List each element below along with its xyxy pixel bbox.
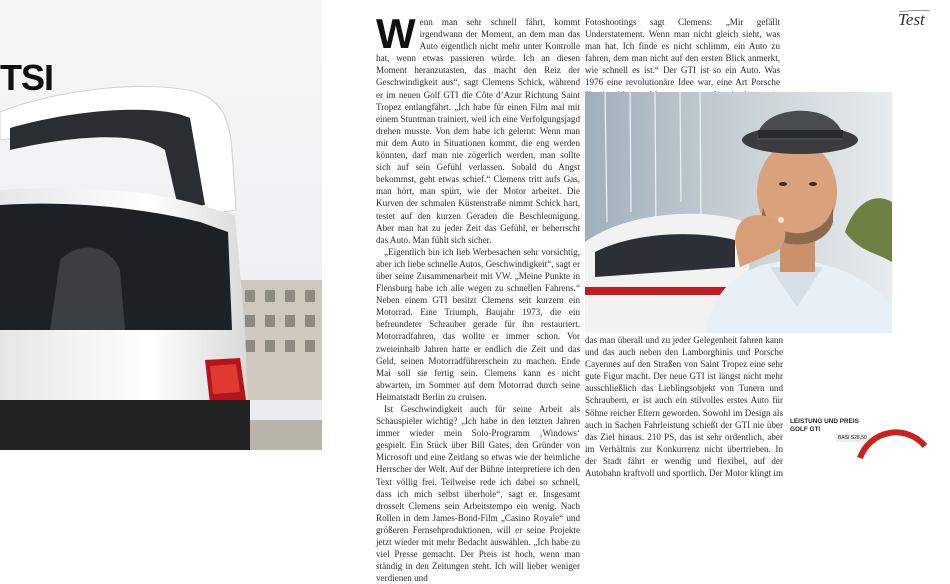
headline-fragment: TSI [0, 57, 54, 98]
article-paragraph: das man überall und zu jeder Gelegenheit fahren kann und das auch neben den Lamborghinis und Porsche Cayennes auf den Straßen von Saint Tropez eine sehr gute Figur macht. Der neue GTI ist längst nicht mehr ausschließlich das Lieblingsobjekt von Tunern und Schraubern, er ist auch ein stilvolles erstes Auto für Söhne reicher Eltern geworden. Sowohl im Design als auch in Sachen Fahrleistung schießt der GTI nie über das Ziel hinaus. 210 PS, das ist sehr ordentlich, aber im Verhältnis zur Konkurrenz nicht übertrieben. In der Stadt fährt er wendig und flexibel, auf der Autobahn kraftvoll und sportlich. Der Motor klingt im [585, 335, 784, 479]
article-paragraph [376, 10, 580, 246]
car-rear-photo [0, 0, 322, 450]
page-edge [930, 0, 950, 450]
article-column-2-top [585, 16, 780, 88]
article-column-2-bottom [585, 334, 784, 479]
section-label: Test [898, 10, 925, 29]
paragraph-text: enn man sehr schnell fährt, kommt irgendwann der Moment, an dem man das Auto eigentlich nicht mehr unter Kontrolle hat, wenn etwas passieren würde. Ich an diesen Moment heranzutasten, das macht den Reiz der Geschwindigkeit aus“, sagt Clemens Schick, während er im neuen Golf GTI die Côte d’Azur Richtung Saint Tropez entlangfährt. „Ich habe für einen Film mal mit einem Stuntman trainiert, weil ich eine Verfolgungsjagd drehen musste. Von dem habe ich gelernt: Wenn man mit dem Auto in Situationen kommt, die eng werden könnten, darf man nie zögerlich werden, man sollte sich auf sein Gefühl verlassen. Sobald du Angst bekommst, geht etwas schief.“ Clemens tritt aufs Gas, man hört, man spürt, wie der Motor arbeitet. Die Kurven der schmalen Küstenstraße nimmt Schick hart, testet auf den kurzen Geraden die Beschleunigung. Aber man hat zu jeder Zeit das Gefühl, er beherrscht das Auto. Man fühlt sich sicher. [376, 17, 580, 245]
dropcap: W [376, 10, 416, 57]
gauge-icon [850, 428, 930, 458]
price-tag: BASI S28,50 [838, 435, 867, 441]
article-paragraph: „Eigentlich bin ich lieb Werbesachen sehr vorsichtig, aber ich liebe schnelle Autos, Geschwindigkeit“, sagt er über seine Zusammenarbeit mit VW. „Meine Punkte in Flensburg habe ich alle wegen zu schnellen Fahrens.“ Neben einem GTI besitzt Clemens seit kurzem ein Motorrad. Eine Triumph, Baujahr 1973, die ein befreundeter Schrauber gerade für ihn restauriert. Motorradfahren, das wollte er immer schon. Vor zweieinhalb Jahren hatte er endlich die Zeit und das Geld, seinen Motorradführerschein zu machen. Ende Mai soll sie fertig sein. Clemens kann es nicht abwarten, im Sommer auf dem Motorrad durch seine Heimatstadt Berlin zu cruisen. [376, 246, 580, 402]
price-heading-line: GOLF GTI [790, 425, 821, 433]
article-paragraph: Fotoshootings sagt Clemens: „Mir gefällt Understatement. Wenn man nicht gleich sieht, was man hat. Ich finde es nicht schlimm, ein Auto zu fahren, dem man nicht auf den ersten Blick anmerkt, wie schnell es ist.“ Der GTI ist so ein Auto. Was 1976 eine revolutionäre Idee war, eine Art Porsche [585, 17, 780, 88]
article-paragraph: Ist Geschwindigkeit auch für seine Arbeit als Schauspieler wichtig? „Ich habe in den letzten Jahren immer wieder mein Solo-Programm ‚Windows‘ gespielt. Ein Stück über Bill Gates, den Gründer von Microsoft und eine Zeitlang so etwas wie der heimliche Herrscher der Welt. Auf der Bühne interpretiere ich den Text völlig frei. Teilweise rede ich dabei so schnell, dass ich mich selbst überhole“, sagt er. Insgesamt drosselt Clemens sein Arbeitstempo ein wenig. Nach Rollen in dem James-Bond-Film „Casino Royale“ und größeren Fernsehproduktionen, will er seine Projekte jetzt wieder mit mehr Bedacht auswählen. „Ich habe zu viel Presse gemacht. Der Preis ist hoch, wenn man ständig in den Zeitungen steht. Ich will lieber weniger verdienen und [376, 404, 580, 584]
price-heading-line: LEISTUNG UND PREIS [790, 418, 859, 425]
portrait-illustration [585, 92, 892, 333]
article-column-1 [376, 10, 580, 584]
portrait-photo [585, 92, 892, 333]
